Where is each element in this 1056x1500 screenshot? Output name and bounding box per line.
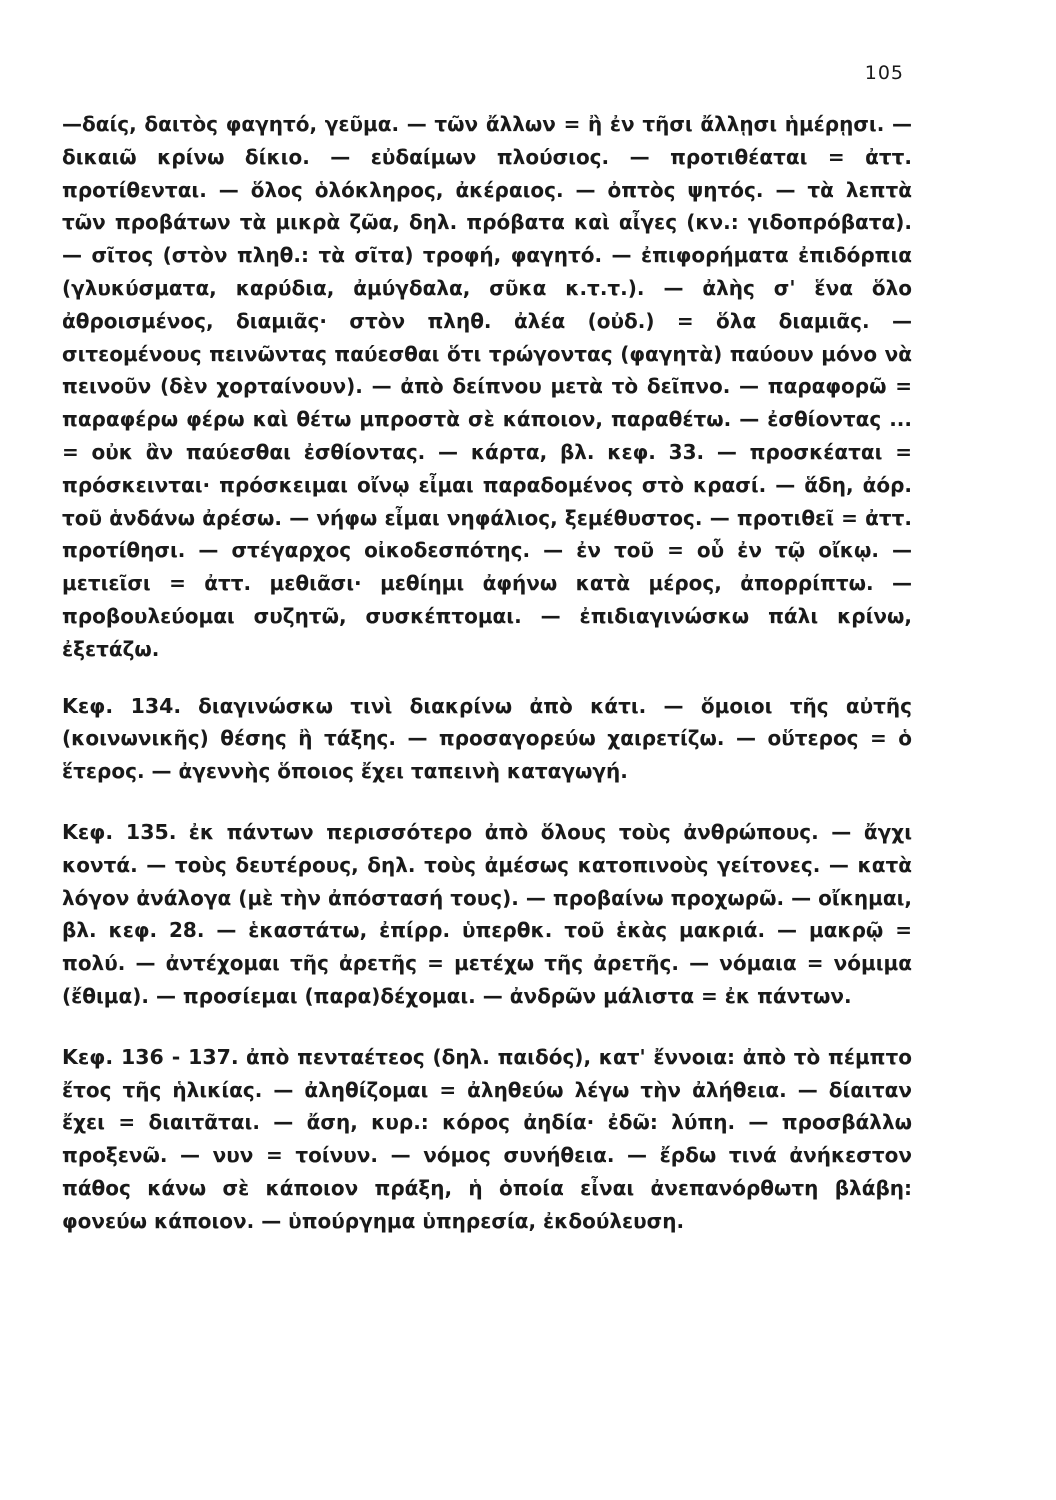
paragraph-text: διαγινώσκω τινὶ διακρίνω ἀπὸ κάτι. — ὅμοιοι τῆς αὐτῆς (κοινωνικῆς) θέσης ἢ τάξης. — προσαγορεύω χαιρετίζω. — οὕτερος = ὁ ἕτερος. — ἀγεννὴς ὅποιος ἔχει ταπεινὴ καταγωγή.	[62, 693, 912, 784]
chapter-label: Κεφ. 134.	[62, 693, 182, 718]
paragraph-text: —δαίς, δαιτὸς φαγητό, γεῦμα. — τῶν ἄλλων = ἢ ἐν τῆσι ἄλλῃσι ἡμέρῃσι. — δικαιῶ κρίνω δίκιο. — εὐδαίμων πλούσιος. — προτιθέαται = ἀττ. προτίθενται. — ὅλος ὁλόκληρος, ἀκέραιος. — ὀπτὸς ψητός. — τὰ λεπτὰ τῶν προβάτων τὰ μικρὰ ζῶα, δηλ. πρόβατα καὶ αἶγες (κν.: γιδοπρόβατα). — σῖτος (στὸν πληθ.: τὰ σῖτα) τροφή, φαγητό. — ἐπιφορήματα ἐπιδόρπια (γλυκύσματα, καρύδια, ἀμύγδαλα, σῦκα κ.τ.τ.). — ἀλὴς σ' ἕνα ὅλο ἀθροισμένος, διαμιᾶς· στὸν πληθ. ἀλέα (οὐδ.) = ὅλα διαμιᾶς. — σιτεομένους πεινῶντας παύεσθαι ὅτι τρώγοντας (φαγητὰ) παύουν μόνο νὰ πεινοῦν (δὲν χορταίνουν). — ἀπὸ δείπνου μετὰ τὸ δεῖπνο. — παραφορῶ = παραφέρω φέρω καὶ θέτω μπροστὰ σὲ κάποιον, παραθέτω. — ἐσθίοντας ... = οὐκ ἂν παύεσθαι ἐσθίοντας. — κάρτα, βλ. κεφ. 33. — προσκέαται = πρόσκεινται· πρόσκειμαι οἴνῳ εἶμαι παραδομένος στὸ κρασί. — ἅδη, ἀόρ. τοῦ ἁνδάνω ἀρέσω. — νήφω εἶμαι νηφάλιος, ξεμέθυστος. — προτιθεῖ = ἀττ. προτίθησι. — στέγαρχος οἰκοδεσπότης. — ἐν τοῦ = οὗ ἐν τῷ οἴκῳ. — μετιεῖσι = ἀττ. μεθιᾶσι· μεθίημι ἀφήνω κατὰ μέρος, ἀπορρίπτω. — προβουλεύομαι συζητῶ, συσκέπτομαι. — ἐπιδιαγινώσκω πάλι κρίνω, ἐξετάζω.	[62, 112, 912, 661]
paragraph-chapter-136-137	[62, 1041, 912, 1238]
paragraph-chapter-135	[62, 816, 912, 1013]
paragraph-intro	[62, 108, 912, 666]
chapter-label: Κεφ. 135.	[62, 819, 177, 844]
paragraph-text: ἀπὸ πενταέτεος (δηλ. παιδός), κατ' ἔννοια: ἀπὸ τὸ πέμπτο ἔτος τῆς ἡλικίας. — ἀληθίζομαι = ἀληθεύω λέγω τὴν ἀλήθεια. — δίαιταν ἔχει = διαιτᾶται. — ἄση, κυρ.: κόρος ἀηδία· ἐδῶ: λύπη. — προσβάλλω προξενῶ. — νυν = τοίνυν. — νόμος συνήθεια. — ἔρδω τινά ἀνήκεστον πάθος κάνω σὲ κάποιον πράξη, ἡ ὁποία εἶναι ἀνεπανόρθωτη βλάβη: φονεύω κάποιον. — ὑπούργημα ὑπηρεσία, ἐκδούλευση.	[62, 1044, 912, 1233]
chapter-label: Κεφ. 136 - 137.	[62, 1044, 239, 1069]
paragraph-chapter-134	[62, 690, 912, 788]
page-number: 105	[864, 62, 904, 84]
paragraph-text: ἐκ πάντων περισσότερο ἀπὸ ὅλους τοὺς ἀνθρώπους. — ἄγχι κοντά. — τοὺς δευτέρους, δηλ. τοὺς ἀμέσως κατοπινοὺς γείτονες. — κατὰ λόγον ἀνάλογα (μὲ τὴν ἀπόστασή τους). — προβαίνω προχωρῶ. — οἴκημαι, βλ. κεφ. 28. — ἑκαστάτω, ἐπίρρ. ὑπερθκ. τοῦ ἑκὰς μακριά. — μακρῷ = πολύ. — ἀντέχομαι τῆς ἀρετῆς = μετέχω τῆς ἀρετῆς. — νόμαια = νόμιμα (ἔθιμα). — προσίεμαι (παρα)δέχομαι. — ἀνδρῶν μάλιστα = ἐκ πάντων.	[62, 819, 912, 1008]
commentary-text	[62, 108, 912, 1238]
